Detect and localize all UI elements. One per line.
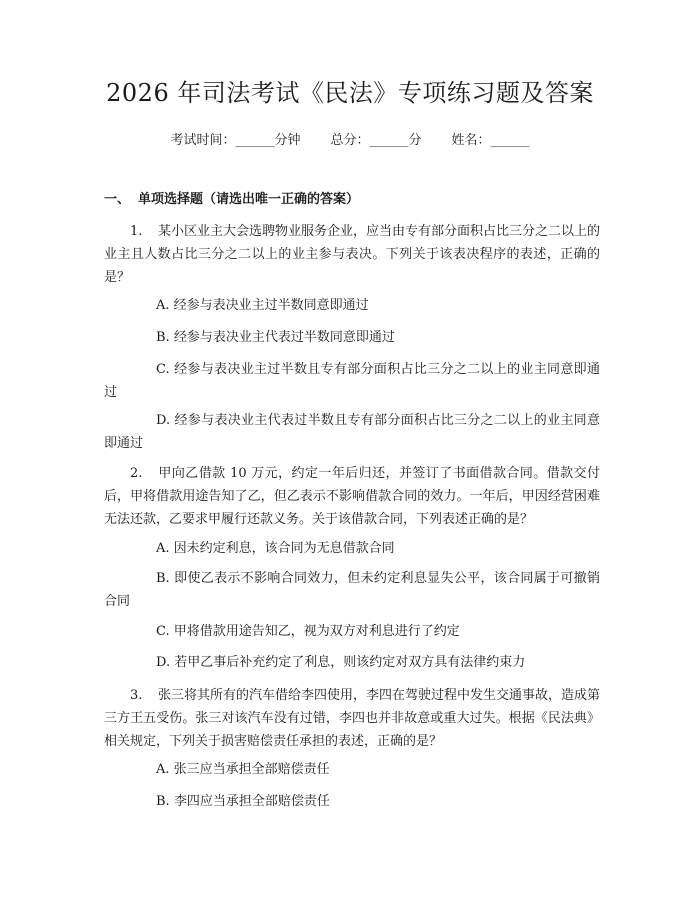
section-number: 一、	[104, 192, 131, 207]
name-blank: ______	[490, 133, 530, 148]
answer-option: A. 因未约定利息，该合同为无息借款合同	[156, 541, 395, 556]
exam-time-label: 考试时间：	[170, 133, 236, 148]
answer-option: A. 经参与表决业主过半数同意即通过	[156, 298, 369, 313]
answer-option: D. 经参与表决业主代表过半数且专有部分面积占比三分之二以上的业主同意即通过	[104, 413, 600, 451]
answer-option: C. 经参与表决业主过半数且专有部分面积占比三分之二以上的业主同意即通过	[104, 362, 600, 400]
question-text: 甲向乙借款 10 万元，约定一年后归还，并签订了书面借款合同。借款交付后，甲将借款用途告知了乙，但乙表示不影响借款合同的效力。一年后，甲因经营困难无法还款，乙要求甲履行还款义务。关于该借款合同，下列表述正确的是？	[104, 466, 600, 527]
answer-option: B. 经参与表决业主代表过半数同意即通过	[156, 330, 395, 345]
total-score-blank: ______分	[369, 133, 422, 148]
page-title: 2026 年司法考试《民法》专项练习题及答案	[106, 79, 594, 107]
question-number: 2.	[130, 466, 143, 481]
section-title: 单项选择题（请选出唯一正确的答案）	[138, 192, 360, 207]
question-stem	[104, 462, 600, 531]
name-label: 姓名：	[451, 133, 491, 148]
question-stem	[104, 220, 600, 289]
question-text: 张三将其所有的汽车借给李四使用，李四在驾驶过程中发生交通事故，造成第三方王五受伤。张三对该汽车没有过错，李四也并非故意或重大过失。根据《民法典》相关规定，下列关于损害赔偿责任承担的表述，正确的是？	[104, 688, 601, 749]
exam-meta-line	[0, 130, 700, 152]
question-number: 1.	[130, 224, 143, 239]
exam-time-blank: ______分钟	[235, 133, 301, 148]
answer-option: D. 若甲乙事后补充约定了利息，则该约定对双方具有法律约束力	[156, 655, 526, 670]
question-stem	[104, 684, 600, 753]
section-heading	[104, 189, 359, 211]
answer-option: B. 李四应当承担全部赔偿责任	[156, 794, 330, 809]
total-score-label: 总分：	[330, 133, 370, 148]
answer-option: B. 即使乙表示不影响合同效力，但未约定利息显失公平，该合同属于可撤销合同	[104, 571, 600, 609]
question-number: 3.	[130, 688, 143, 703]
answer-option: C. 甲将借款用途告知乙，视为双方对利息进行了约定	[156, 624, 460, 639]
answer-option: A. 张三应当承担全部赔偿责任	[156, 762, 330, 777]
question-text: 某小区业主大会选聘物业服务企业，应当由专有部分面积占比三分之二以上的业主且人数占比三分之二以上的业主参与表决。下列关于该表决程序的表述，正确的是？	[104, 224, 601, 285]
